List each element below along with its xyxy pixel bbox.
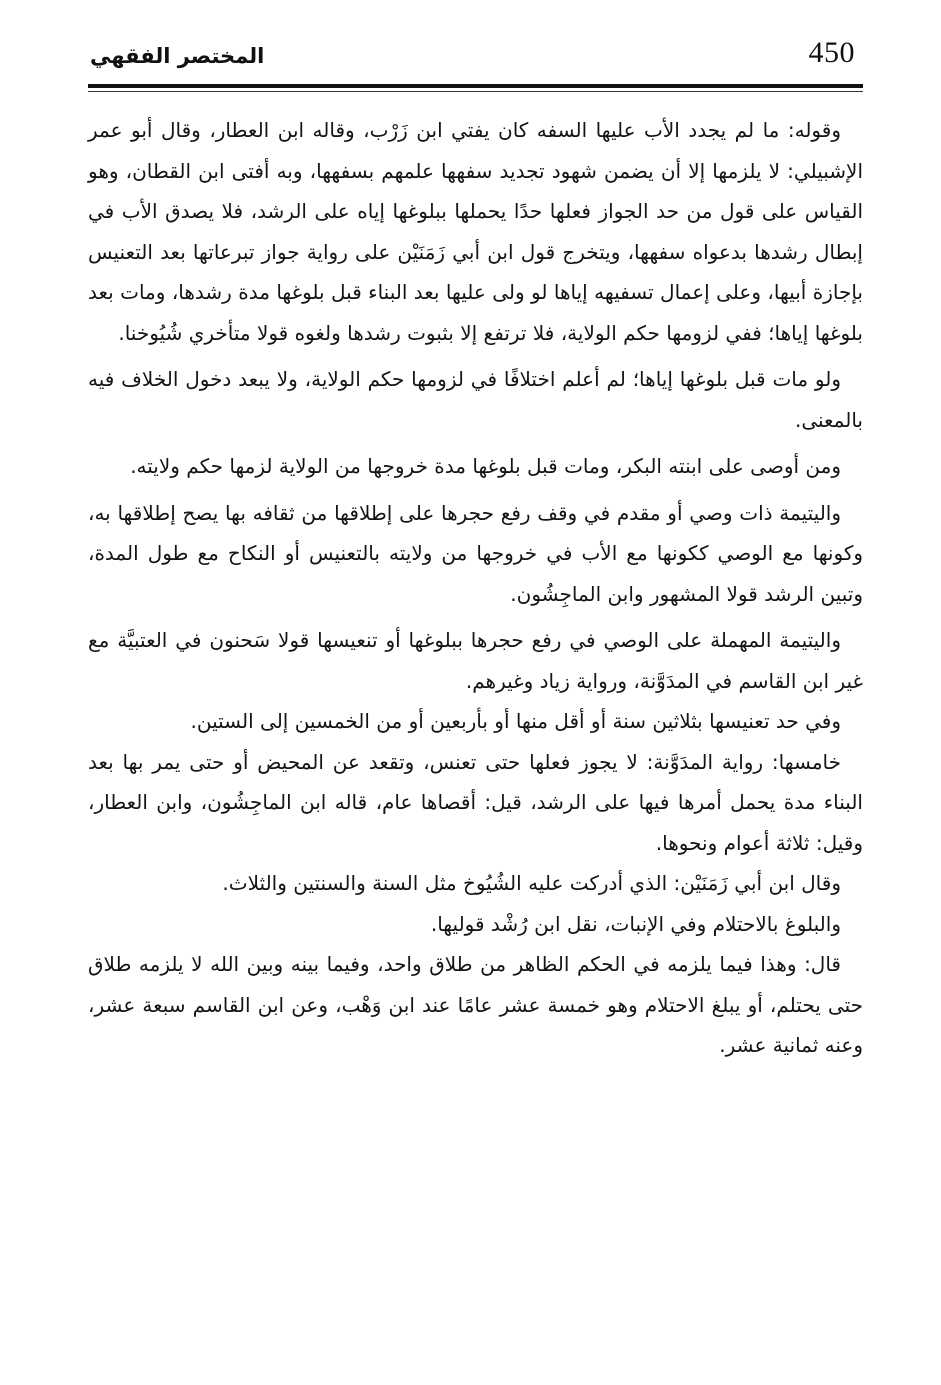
paragraph-3: ومن أوصى على ابنته البكر، ومات قبل بلوغها مدة خروجها من الولاية لزمها حكم ولايته. bbox=[130, 454, 841, 478]
page-number: 450 bbox=[808, 36, 855, 69]
paragraph-2: ولو مات قبل بلوغها إياها؛ لم أعلم اختلافًا في لزومها حكم الولاية، ولا يبعد دخول الخلاف فيه بالمعنى. bbox=[88, 367, 863, 432]
paragraph-4: واليتيمة ذات وصي أو مقدم في وقف رفع حجرها على إطلاقها من ثقافه بها يصح إطلاقها به، وكونها مع الوصي ككونها مع الأب في خروجها من ولايته بالتعنيس أو النكاح مع طول المدة، وتبين الرشد قولا المشهور وابن الماجِشُون. bbox=[88, 500, 863, 606]
paragraph-1: وقوله: ما لم يجدد الأب عليها السفه كان يفتي ابن زَرْب، وقاله ابن العطار، وقال أبو عمر الإشبيلي: لا يلزمها إلا أن يضمن شهود تجديد سفهها علمهم بسفهها، وبه أفتى ابن القطان، وهو القياس على قول من حد الجواز فعلها حدًا يحملها ببلوغها إياه على الرشد، فلا يصدق الأب في إبطال رشدها بدعواه سفهها، ويتخرج قول ابن أبي زَمَنَيْن على رواية جواز تبرعاتها بعد التعنيس بإجازة أبيها، وعلى إعمال تسفيهه إياها لو ولى عليها بعد البناء قبل بلوغها مدة رشدها، ومات بعد بلوغها إياها؛ ففي لزومها حكم الولاية، فلا ترتفع إلا بثبوت رشدها ولغوه قولا متأخري شُيُوخنا. bbox=[88, 118, 863, 345]
running-title: المختصر الفقهي bbox=[90, 44, 265, 68]
paragraph-9: والبلوغ بالاحتلام وفي الإنبات، نقل ابن رُشْد قوليها. bbox=[430, 911, 841, 936]
paragraph-10: قال: وهذا فيما يلزمه في الحكم الظاهر من طلاق واحد، وفيما بينه وبين الله لا يلزمه طلاق حتى يحتلم، أو يبلغ الاحتلام وهو خمسة عشر عامًا عند ابن وَهْب، وعن ابن القاسم سبعة عشر، وعنه ثمانية عشر. bbox=[88, 952, 863, 1057]
page-header bbox=[88, 30, 863, 88]
paragraph-7: خامسها: رواية المدَوَّنة: لا يجوز فعلها حتى تعنس، وتقعد عن المحيض أو حتى يمر بها بعد البناء مدة يحمل أمرها فيها على الرشد، قيل: أقصاها عام، قاله ابن الماجِشُون، وابن العطار، وقيل: ثلاثة أعوام ونحوها. bbox=[88, 749, 863, 855]
body-text bbox=[88, 110, 863, 1066]
paragraph-6: وفي حد تعنيسها بثلاثين سنة أو أقل منها أو بأربعين أو من الخمسين إلى الستين. bbox=[190, 709, 841, 733]
header-rule-thin bbox=[88, 91, 863, 92]
paragraph-5: واليتيمة المهملة على الوصي في رفع حجرها ببلوغها أو تنعيسها قولا سَحنون في العتبيَّة مع غير ابن القاسم في المدَوَّنة، ورواية زياد وغيرهم. bbox=[88, 628, 863, 693]
header-rule-thick bbox=[88, 84, 863, 88]
book-page bbox=[88, 30, 863, 1066]
paragraph-8: وقال ابن أبي زَمَنَيْن: الذي أدركت عليه الشُيُوخ مثل السنة والسنتين والثلاث. bbox=[222, 871, 841, 895]
